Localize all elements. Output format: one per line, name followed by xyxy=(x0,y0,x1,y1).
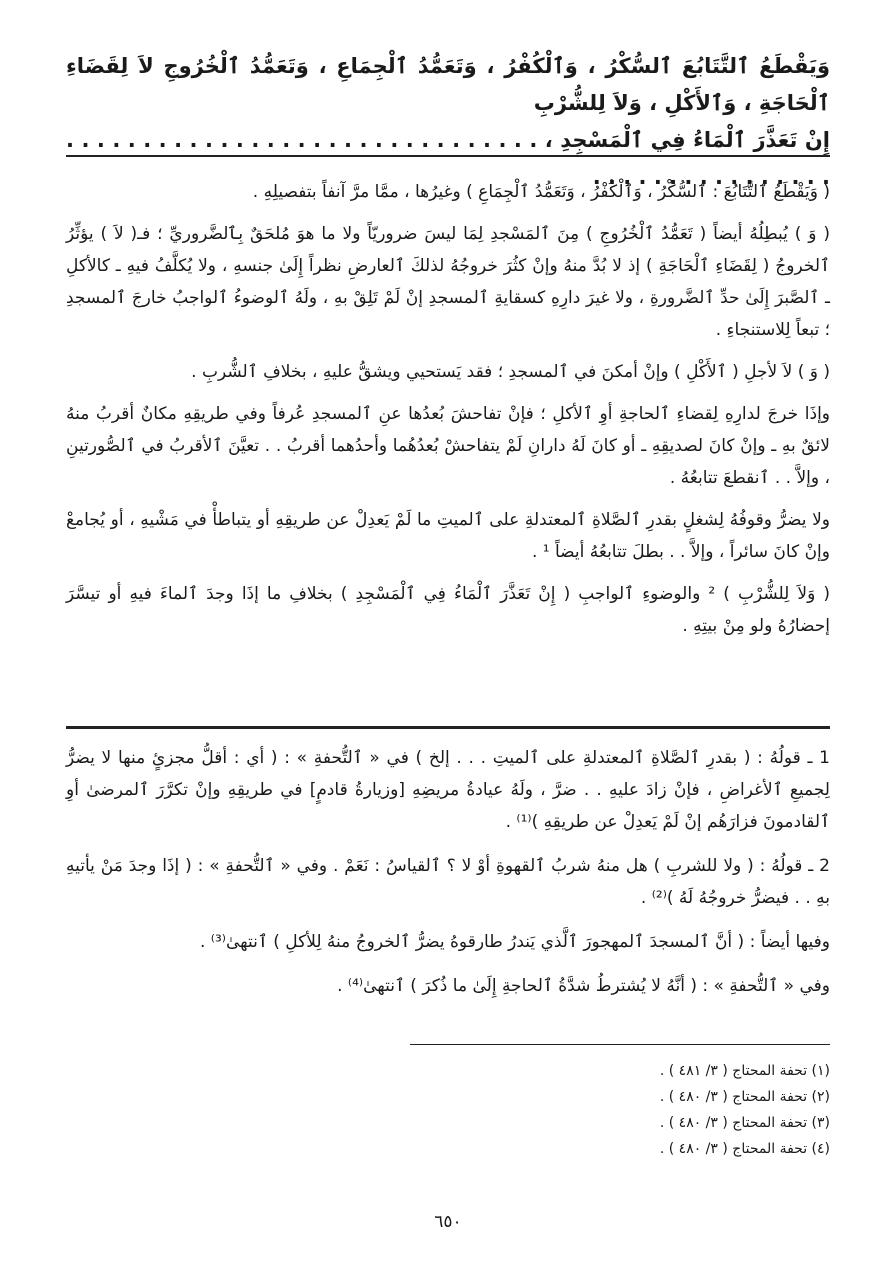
footnote: (٣) تحفة المحتاج ( ٣/ ٤٨٠ ) . xyxy=(659,1115,830,1131)
footnotes xyxy=(66,1058,830,1162)
divider xyxy=(66,726,830,729)
commentary xyxy=(66,176,830,652)
page-number: ٦٥٠ xyxy=(434,1212,462,1232)
marginal-notes xyxy=(66,742,830,1014)
commentary-paragraph: ( وَ ) يُبطِلُهُ أيضاً ( تَعَمُّدُ ٱلْخُرُوجِ ) مِنَ ٱلمَسْجدِ لِمَا ليسَ ضروريّاً ولا ما هوَ مُلحَقٌ بِٱلضَّروريِّ ؛ فـ( لاَ ) يؤثِّرُ ٱلخروجُ ( لِقَضَاءِ ٱلْحَاجَةِ ) إذ لا بُدَّ منهُ وإنْ كثُرَ خروجُهُ لذلكَ ٱلعارضِ نظراً إِلَىٰ جنسهِ ، ولا يُكلَّفُ فيهِ ـ كالأكلِ ـ ٱلصَّبرَ إِلَىٰ حدِّ ٱلضَّرورةِ ، ولا غيرَ دارِهِ كسقايةِ ٱلمسجدِ إنْ لَمْ تَلِقْ بهِ ، ولَهُ ٱلوضوءُ ٱلواجبُ خارجَ ٱلمسجدِ ؛ تبعاً لِلاستنجاءِ . xyxy=(66,224,830,340)
marginal-note: 2 ـ قولُهُ : ( ولا للشربِ ) هل منهُ شربُ ٱلقهوةِ أوْ لا ؟ ٱلقياسُ : نَعَمْ . وفي « ٱلتُّحفةِ » : ( إذَا وجدَ مَنْ يأتيهِ بهِ . . فيضرُّ خروجُهُ لَهُ )⁽²⁾ . xyxy=(66,856,830,908)
commentary-paragraph: ولا يضرُّ وقوفُهُ لِشغلٍ بقدرِ ٱلصَّلاةِ ٱلمعتدلةِ على ٱلميتِ ما لَمْ يَعدِلْ عن طريقِهِ أو يتباطأْ في مَشْيهِ ، أو يُجامعْ وإنْ كانَ سائراً ، وإلاَّ . . بطلَ تتابعُهُ أيضاً ¹ . xyxy=(66,510,830,562)
commentary-paragraph: ( وَلاَ لِلشُّرْبِ ) ² والوضوءِ ٱلواجبِ ( إِنْ تَعَذَّرَ ٱلْمَاءُ فِي ٱلْمَسْجِدِ ) بخلافِ ما إذَا وجدَ ٱلماءَ فيهِ أو تيسَّرَ إحضارُهُ ولو مِنْ بيتِهِ . xyxy=(66,584,830,636)
main-text-line: وَيَقْطَعُ ٱلتَّتَابُعَ ٱلسُّكْرُ ، وَٱلْكُفْرُ ، وَتَعَمُّدُ ٱلْجِمَاعِ ، وَتَعَمُّدُ ٱلْخُرُوجِ لاَ لِقَضَاءِ ٱلْحَاجَةِ ، وَٱلأَكْلِ ، وَلاَ لِلشُّرْبِ xyxy=(66,54,830,115)
footnote: (٤) تحفة المحتاج ( ٣/ ٤٨٠ ) . xyxy=(659,1141,830,1157)
main-text xyxy=(66,48,830,196)
marginal-note: وفي « ٱلتُّحفةِ » : ( أنَّهُ لا يُشترطُ شدَّةُ ٱلحاجةِ إِلَىٰ ما ذُكرَ ) ٱنتهىٰ⁽⁴⁾ . xyxy=(337,976,830,996)
marginal-note: 1 ـ قولُهُ : ( بقدرِ ٱلصَّلاةِ ٱلمعتدلةِ على ٱلميتِ . . . إلخ ) في « ٱلتُّحفةِ » : ( أي : أقلُّ مجزئٍ منها لا يضرُّ لِجميعِ ٱلأغراضِ ، فإنْ زادَ عليهِ . . ضرَّ ، ولَهُ عيادةُ مريضِهِ [وزيارةُ قادمٍ] في طريقِهِ وإنْ تكرَّرَ ٱلمرضىٰ أوِ ٱلقادمونَ فزارَهُم إنْ لَمْ يَعدِلْ عن طريقِهِ )⁽¹⁾ . xyxy=(66,748,830,832)
marginal-note: وفيها أيضاً : ( أنَّ ٱلمسجدَ ٱلمهجورَ ٱلَّذي يَندرُ طارقوهُ يضرُّ ٱلخروجُ منهُ لِلأكلِ ) ٱنتهىٰ⁽³⁾ . xyxy=(199,932,830,952)
commentary-paragraph: وإذَا خرجَ لدارِهِ لِقضاءِ ٱلحاجةِ أوِ ٱلأكلِ ؛ فإنْ تفاحشَ بُعدُها عنِ ٱلمسجدِ عُرفاً وفي طريقِهِ مكانٌ أقربُ منهُ لائقٌ بهِ ـ وإنْ كانَ لصديقِهِ ـ أو كانَ لَهُ دارانِ لَمْ يتفاحشْ بُعدُهُما وأحدُهما أقربُ . . تعيَّنَ ٱلأقربُ في ٱلصُّورتينِ ، وإلاَّ . . ٱنقطعَ تتابعُهُ . xyxy=(66,404,830,488)
footnote: (١) تحفة المحتاج ( ٣/ ٤٨١ ) . xyxy=(659,1063,830,1079)
main-text-line: إِنْ تَعَذَّرَ ٱلْمَاءُ فِي ٱلْمَسْجِدِ ، . . . . . . . . . . . . . . . . . . . . . . . . . . . . . . . . . . . . . . . . . . . . . . . xyxy=(66,128,830,189)
commentary-paragraph: ( وَ ) لاَ لأجلِ ( ٱلأَكْلِ ) وإنْ أمكنَ في ٱلمسجدِ ؛ فقد يَستحيي ويشقُّ عليهِ ، بخلافِ ٱلشُّربِ . xyxy=(191,362,830,382)
divider xyxy=(66,155,830,157)
footnote: (٢) تحفة المحتاج ( ٣/ ٤٨٠ ) . xyxy=(659,1089,830,1105)
footnote-divider xyxy=(410,1044,830,1045)
commentary-paragraph: ( وَيَقْطَعُ ٱلتَّتَابُعَ : ٱلسُّكْرُ ، وَٱلْكُفْرُ ، وَتَعَمُّدُ ٱلْجِمَاعِ ) وغيرُها ، ممَّا مرَّ آنفاً بتفصيلِهِ . xyxy=(252,182,830,202)
